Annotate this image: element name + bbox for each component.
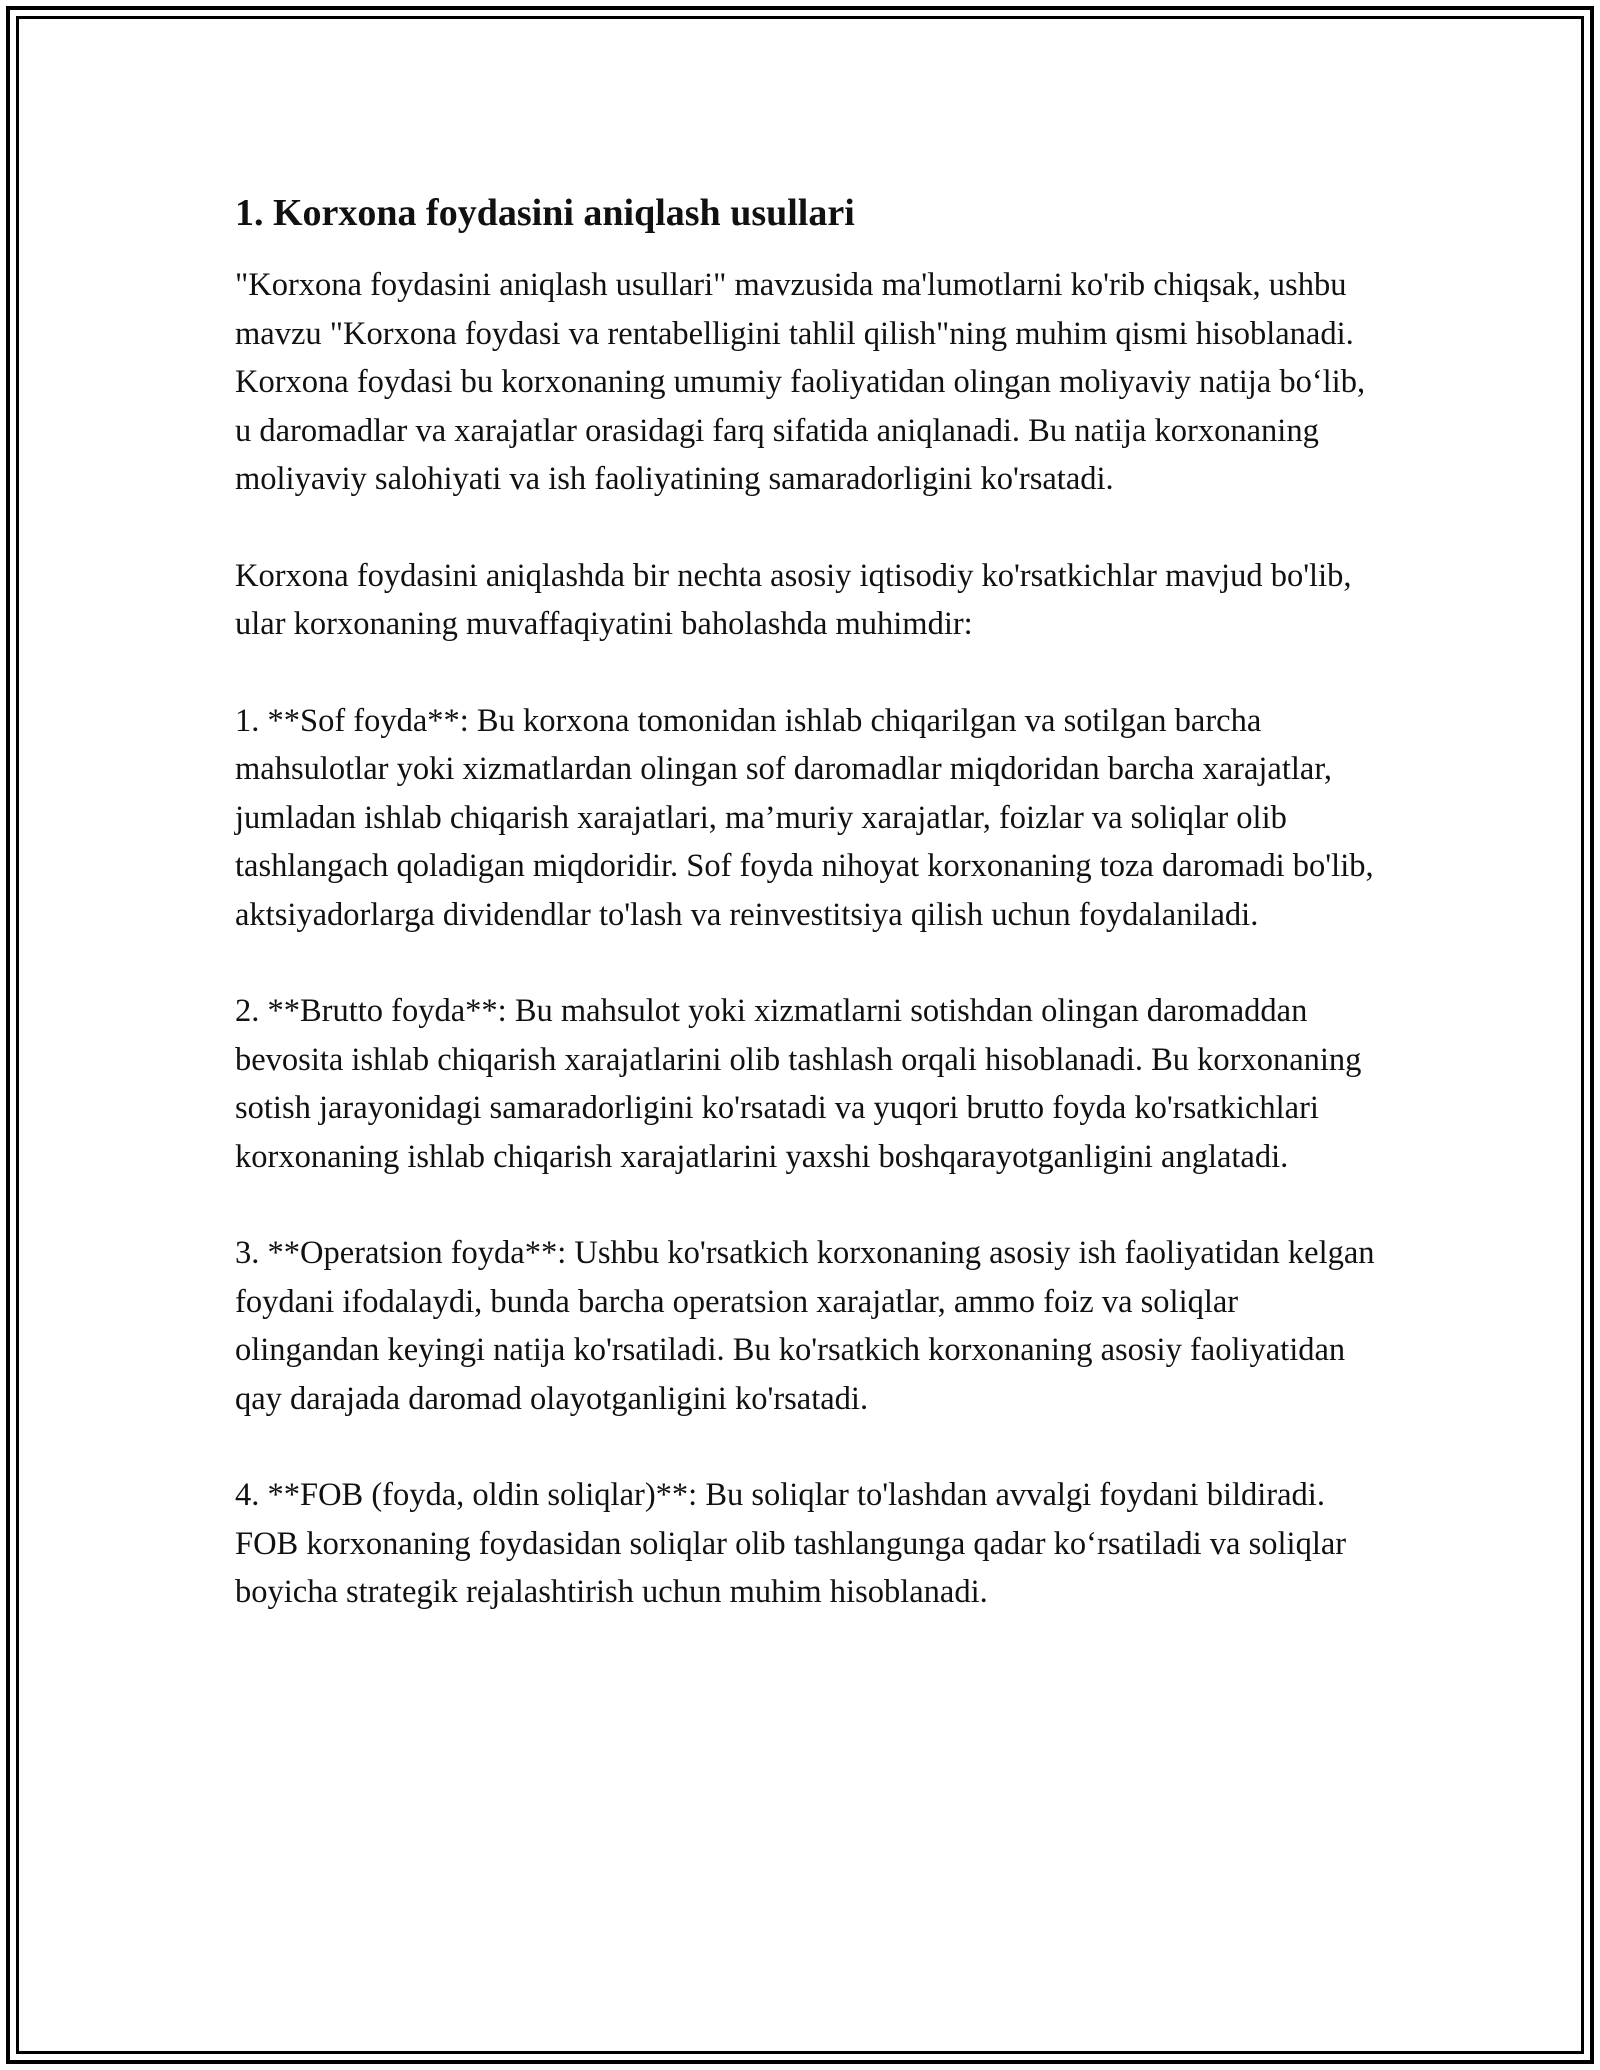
list-item-gross-profit: 2. **Brutto foyda**: Bu mahsulot yoki xizmatlarni sotishdan olingan daromaddan bevosita ishlab chiqarish xarajatlarini olib tashlash orqali hisoblanadi. Bu korxonaning sotish jarayonidagi samaradorligini ko'rsatadi va yuqori brutto foyda ko'rsatkichlari korxonaning ishlab chiqarish xarajatlarini yaxshi boshqarayotganligini anglatadi. [235,993,1362,1175]
list-item-fob: 4. **FOB (foyda, oldin soliqlar)**: Bu soliqlar to'lashdan avvalgi foydani bildiradi. FOB korxonaning foydasidan soliqlar olib tashlangunga qadar ko‘rsatiladi va soliqlar boyicha strategik rejalashtirish uchun muhim hisoblanadi. [235,1477,1347,1610]
paragraph-indicators: Korxona foydasini aniqlashda bir nechta asosiy iqtisodiy ko'rsatkichlar mavjud bo'lib, ular korxonaning muvaffaqiyatini baholashda muhimdir: [235,557,1352,642]
list-item-operating-profit: 3. **Operatsion foyda**: Ushbu ko'rsatkich korxonaning asosiy ish faoliyatidan kelgan foydani ifodalaydi, bunda barcha operatsion xarajatlar, ammo foiz va soliqlar olingandan keyingi natija ko'rsatiladi. Bu ko'rsatkich korxonaning asosiy faoliyatidan qay darajada daromad olayotganligini ko'rsatadi. [235,1235,1375,1417]
list-item-net-profit: 1. **Sof foyda**: Bu korxona tomonidan ishlab chiqarilgan va sotilgan barcha mahsulotlar yoki xizmatlardan olingan sof daromadlar miqdoridan barcha xarajatlar, jumladan ishlab chiqarish xarajatlari, ma’muriy xarajatlar, foizlar va soliqlar olib tashlangach qoladigan miqdoridir. Sof foyda nihoyat korxonaning toza daromadi bo'lib, aktsiyadorlarga dividendlar to'lash va reinvestitsiya qilish uchun foydalaniladi. [235,702,1374,933]
paragraph-intro: "Korxona foydasini aniqlash usullari" mavzusida ma'lumotlarni ko'rib chiqsak, ushbu mavzu "Korxona foydasi va rentabelligini tahlil qilish"ning muhim qismi hisoblanadi. Korxona foydasi bu korxonaning umumiy faoliyatidan olingan moliyaviy natija bo‘lib, u daromadlar va xarajatlar orasidagi farq sifatida aniqlanadi. Bu natija korxonaning moliyaviy salohiyati va ish faoliyatining samaradorligini ko'rsatadi. [235,267,1366,497]
document-title: 1. Korxona foydasini aniqlash usullari [235,192,855,234]
document-body [235,185,1375,1665]
